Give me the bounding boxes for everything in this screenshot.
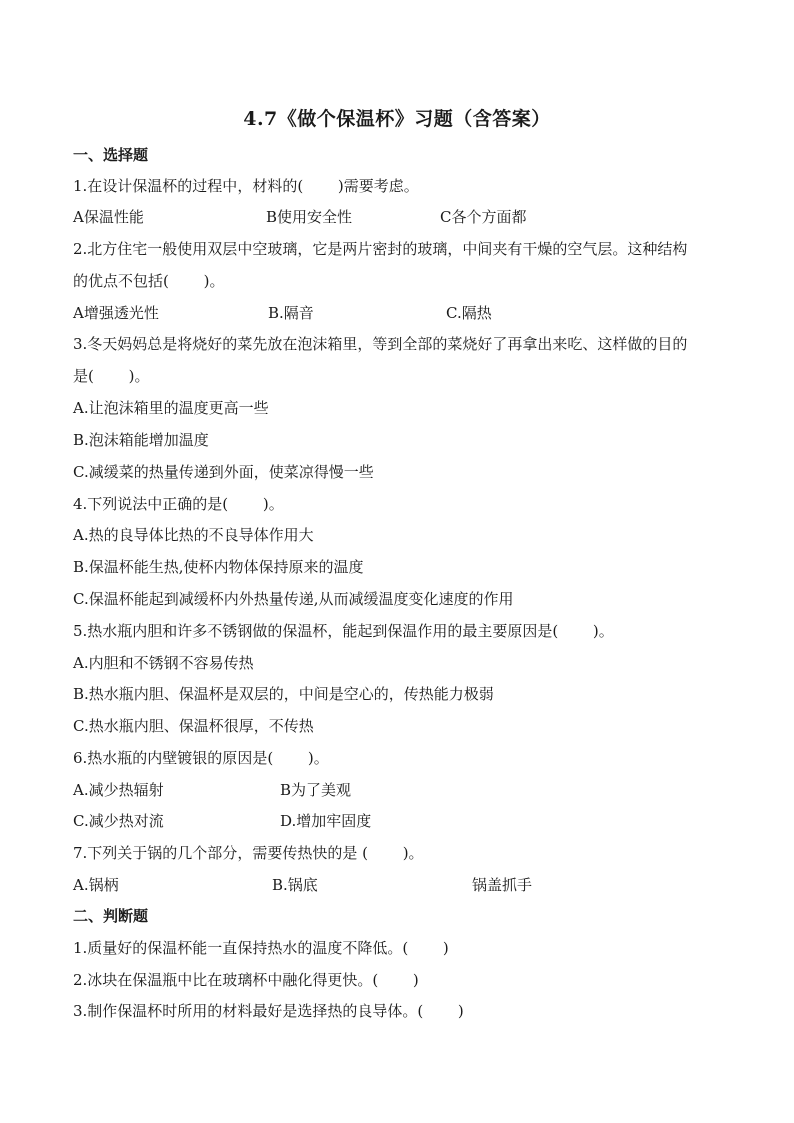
question-5-option-a: A.内胆和不锈钢不容易传热 xyxy=(73,654,254,672)
question-3-option-a: A.让泡沫箱里的温度更高一些 xyxy=(73,399,269,417)
question-3-stem-line1: 3.冬天妈妈总是将烧好的菜先放在泡沫箱里，等到全部的菜烧好了再拿出来吃、这样做的目的 xyxy=(73,335,688,353)
question-6-option-a: A.减少热辐射 xyxy=(73,781,164,799)
question-1-option-a: A保温性能 xyxy=(73,208,144,226)
question-1-option-c: C各个方面都 xyxy=(440,208,527,226)
question-7-option-a: A.锅柄 xyxy=(73,876,119,894)
judgement-question-3: 3.制作保温杯时所用的材料最好是选择热的良导体。( ) xyxy=(73,1002,464,1020)
question-5-option-b: B.热水瓶内胆、保温杯是双层的，中间是空心的，传热能力极弱 xyxy=(73,685,494,703)
question-3-stem-line2: 是( )。 xyxy=(73,367,150,385)
question-1-option-b: B使用安全性 xyxy=(266,208,353,226)
question-6-stem: 6.热水瓶的内壁镀银的原因是( )。 xyxy=(73,749,329,767)
question-4-option-a: A.热的良导体比热的不良导体作用大 xyxy=(73,526,314,544)
question-6-option-b: B为了美观 xyxy=(280,781,352,799)
section-heading-choice: 一、选择题 xyxy=(73,146,149,164)
question-2-stem-line1: 2.北方住宅一般使用双层中空玻璃，它是两片密封的玻璃，中间夹有干燥的空气层。这种结构 xyxy=(73,240,688,258)
judgement-question-2: 2.冰块在保温瓶中比在玻璃杯中融化得更快。( ) xyxy=(73,971,419,989)
question-2-option-c: C.隔热 xyxy=(446,304,492,322)
question-5-option-c: C.热水瓶内胆、保温杯很厚，不传热 xyxy=(73,717,314,735)
question-7-stem: 7.下列关于锅的几个部分，需要传热快的是 ( )。 xyxy=(73,844,424,862)
question-4-stem: 4.下列说法中正确的是( )。 xyxy=(73,495,284,513)
question-5-stem: 5.热水瓶内胆和许多不锈钢做的保温杯，能起到保温作用的最主要原因是( )。 xyxy=(73,622,614,640)
question-7-option-c: 锅盖抓手 xyxy=(472,876,533,894)
question-4-option-c: C.保温杯能起到减缓杯内外热量传递,从而减缓温度变化速度的作用 xyxy=(73,590,514,608)
page-title: 4.7《做个保温杯》习题（含答案） xyxy=(243,108,551,130)
question-3-option-b: B.泡沫箱能增加温度 xyxy=(73,431,209,449)
question-2-option-b: B.隔音 xyxy=(268,304,314,322)
question-2-option-a: A增强透光性 xyxy=(73,304,159,322)
question-6-option-d: D.增加牢固度 xyxy=(280,812,372,830)
question-1-stem: 1.在设计保温杯的过程中，材料的( )需要考虑。 xyxy=(73,177,419,195)
question-6-option-c: C.减少热对流 xyxy=(73,812,164,830)
question-7-option-b: B.锅底 xyxy=(272,876,318,894)
question-2-stem-line2: 的优点不包括( )。 xyxy=(73,272,225,290)
section-heading-judgement: 二、判断题 xyxy=(73,907,149,925)
question-3-option-c: C.减缓菜的热量传递到外面，使菜凉得慢一些 xyxy=(73,463,374,481)
question-4-option-b: B.保温杯能生热,使杯内物体保持原来的温度 xyxy=(73,558,364,576)
judgement-question-1: 1.质量好的保温杯能一直保持热水的温度不降低。( ) xyxy=(73,939,449,957)
